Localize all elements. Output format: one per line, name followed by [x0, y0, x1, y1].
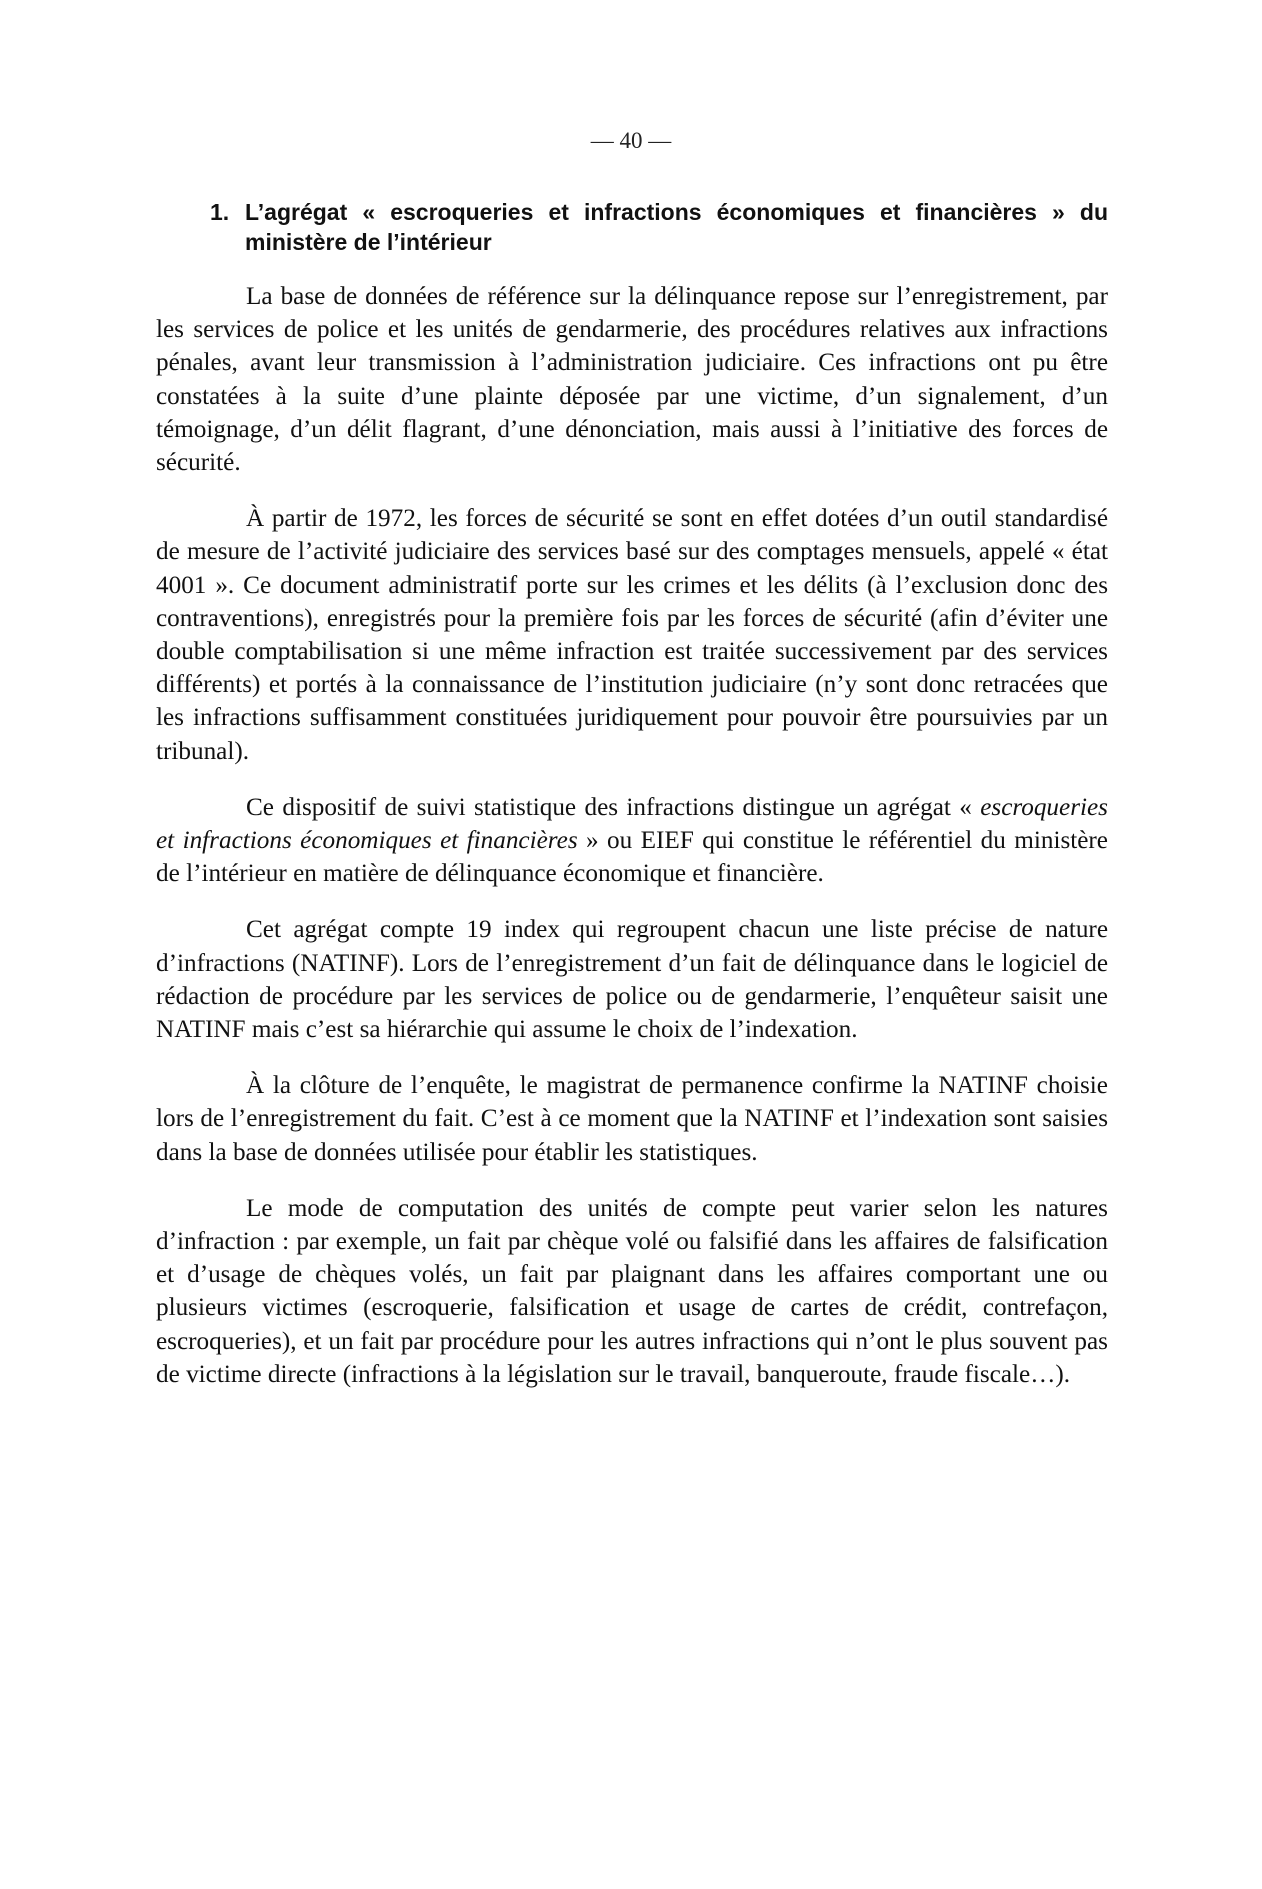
- paragraph-1: La base de données de référence sur la délinquance repose sur l’enregistrement, par les services de police et les unités de gendarmerie, des procédures relatives aux infractions pénales, avant leur transmission à l’administration judiciaire. Ces infractions ont pu être constatées à la suite d’une plainte déposée par une victime, d’un signalement, d’un témoignage, d’un délit flagrant, d’une dénonciation, mais aussi à l’initiative des forces de sécurité.: [156, 283, 1108, 477]
- section-number: 1.: [210, 199, 230, 225]
- section-heading: [210, 197, 1108, 257]
- section-title: L’agrégat « escroqueries et infractions économiques et financières » du ministère de l’intérieur: [245, 199, 1108, 255]
- aggregate-name-italic: escroqueries et infractions économiques et financières: [156, 793, 1108, 855]
- paragraph-3-end: » ou EIEF qui constitue le référentiel du ministère de l’intérieur en matière de délinquance économique et financière.: [156, 827, 1108, 888]
- paragraph-4: Cet agrégat compte 19 index qui regroupent chacun une liste précise de nature d’infractions (NATINF). Lors de l’enregistrement d’un fait de délinquance dans le logiciel de rédaction de procédure par les services de police ou de gendarmerie, l’enquêteur saisit une NATINF mais c’est sa hiérarchie qui assume le choix de l’indexation.: [156, 916, 1108, 1044]
- page-number: — 40 —: [590, 128, 672, 153]
- body-text: [156, 280, 1108, 1391]
- paragraph-5: À la clôture de l’enquête, le magistrat de permanence confirme la NATINF choisie lors de l’enregistrement du fait. C’est à ce moment que la NATINF et l’indexation sont saisies dans la base de données utilisée pour établir les statistiques.: [156, 1072, 1108, 1166]
- paragraph-3: [156, 791, 1108, 891]
- paragraph-2: À partir de 1972, les forces de sécurité se sont en effet dotées d’un outil standardisé de mesure de l’activité judiciaire des services basé sur des comptages mensuels, appelé « état 4001 ». Ce document administratif porte sur les crimes et les délits (à l’exclusion donc des contraventions), enregistrés pour la première fois par les forces de sécurité (afin d’éviter une double comptabilisation si une même infraction est traitée successivement par des services différents) et portés à la connaissance de l’institution judiciaire (n’y sont donc retracées que les infractions suffisamment constituées juridiquement pour pouvoir être poursuivies par un tribunal).: [156, 505, 1108, 765]
- paragraph-6: Le mode de computation des unités de compte peut varier selon les natures d’infraction : par exemple, un fait par chèque volé ou falsifié dans les affaires de falsification et d’usage de chèques volés, un fait par plaignant dans les affaires comportant une ou plusieurs victimes (escroquerie, falsification et usage de cartes de crédit, contrefaçon, escroqueries), et un fait par procédure pour les autres infractions qui n’ont le plus souvent pas de victime directe (infractions à la législation sur le travail, banqueroute, fraude fiscale…).: [156, 1194, 1108, 1388]
- paragraph-3-start: Ce dispositif de suivi statistique des infractions distingue un agrégat «: [246, 793, 981, 821]
